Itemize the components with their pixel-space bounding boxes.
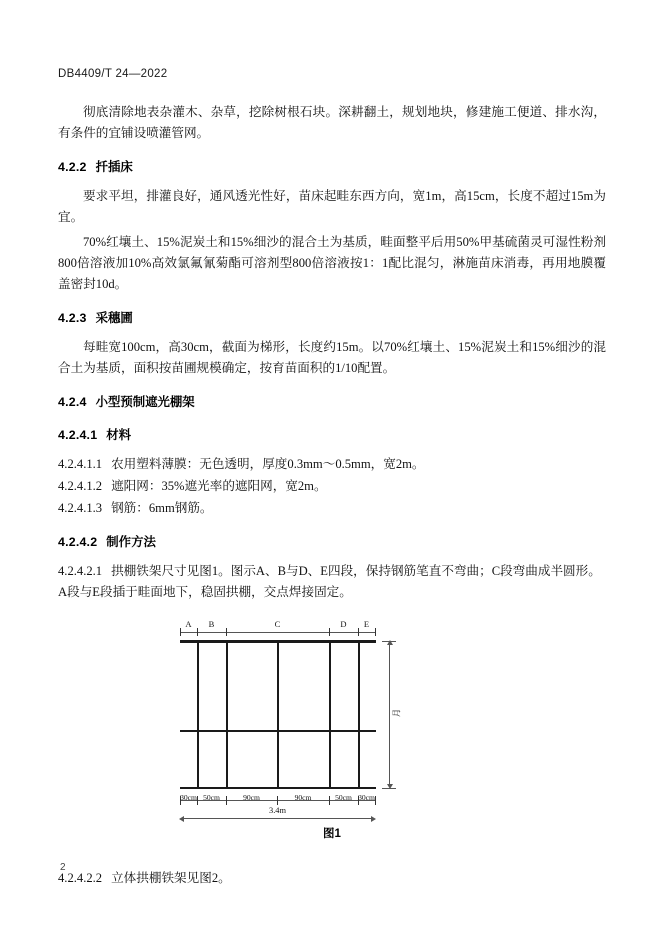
clause-title: 制作方法	[106, 535, 156, 549]
bottom-tick	[375, 796, 376, 805]
segment-label-b: B	[208, 619, 215, 629]
clause-heading-4-2-3	[58, 308, 606, 328]
paragraph-site-clearing: 彻底清除地表杂灌木、杂草，挖除树根石块。深耕翻土，规划地块，修建施工便道、排水沟，有条件的宜铺设喷灌管网。	[58, 105, 606, 140]
dimension-label-6: 30cm	[358, 793, 375, 802]
dimension-label-2: 50cm	[203, 793, 220, 802]
item-text: 遮阳网：35%遮光率的遮阳网，宽2m。	[111, 479, 327, 493]
clause-title: 扦插床	[95, 160, 133, 174]
figure-1-drawing	[58, 619, 606, 824]
clause-title: 采穗圃	[95, 311, 133, 325]
clause-heading-4-2-4	[58, 392, 606, 412]
top-tick	[358, 628, 359, 636]
clause-heading-4-2-2	[58, 157, 606, 177]
top-tick	[180, 628, 181, 636]
clause-heading-4-2-4-2	[58, 532, 606, 552]
item-number: 4.2.4.2.2	[58, 871, 103, 885]
paragraph-cutting-bed-1: 要求平坦，排灌良好，通风透光性好，苗床起畦东西方向，宽1m，高15cm，长度不超过15m为宜。	[58, 189, 606, 224]
figure-caption: 图1	[323, 828, 341, 840]
top-tick	[375, 628, 376, 636]
item-4-2-4-2-2	[58, 868, 606, 889]
clause-number: 4.2.4	[58, 395, 87, 409]
item-text: 钢筋：6mm钢筋。	[111, 501, 213, 515]
height-arrow-down	[387, 784, 393, 789]
post-center	[277, 643, 279, 788]
item-number: 4.2.4.2.1	[58, 564, 103, 578]
clause-number: 4.2.4.1	[58, 428, 98, 442]
item-text: 农用塑料薄膜：无色透明，厚度0.3mm～0.5mm，宽2m。	[111, 457, 425, 471]
running-header: DB4409/T 24—2022	[58, 68, 168, 80]
clause-number: 4.2.3	[58, 311, 87, 325]
item-text: 立体拱棚铁架见图2。	[111, 871, 231, 885]
item-number: 4.2.4.1.2	[58, 479, 103, 493]
height-label: 月	[391, 708, 402, 718]
total-width-label: 3.4m	[269, 806, 286, 815]
segment-label-d: D	[340, 619, 347, 629]
dimension-label-1: 30cm	[180, 793, 197, 802]
post-c-right	[329, 640, 331, 788]
dimension-label-5: 50cm	[335, 793, 352, 802]
item-4-2-4-2-1	[58, 561, 606, 603]
segment-label-c: C	[274, 619, 281, 629]
clause-title: 材料	[106, 428, 132, 442]
segment-label-a: A	[185, 619, 192, 629]
post-d	[358, 640, 360, 788]
paragraph-scion-garden: 每畦宽100cm，高30cm，截面为梯形，长度约15m。以70%红壤土、15%泥炭土和15%细沙的混合土为基质，面积按苗圃规模确定，按育苗面积的1/10配置。	[58, 340, 606, 375]
figure-1-block	[58, 619, 606, 854]
item-number: 4.2.4.1.1	[58, 457, 103, 471]
total-width-rule	[183, 818, 372, 819]
top-tick	[329, 628, 330, 636]
top-tick	[197, 628, 198, 636]
segment-label-e: E	[363, 619, 370, 629]
page-number: 2	[60, 862, 66, 873]
page-content	[58, 68, 606, 890]
top-dimension-rule	[180, 632, 375, 633]
dimension-label-4: 90cm	[294, 793, 312, 802]
dimension-label-3: 90cm	[243, 793, 260, 802]
height-arrow-up	[387, 640, 393, 645]
item-4-2-4-1-1	[58, 454, 606, 475]
item-4-2-4-1-3	[58, 498, 606, 519]
item-number: 4.2.4.1.3	[58, 501, 103, 515]
top-tick	[226, 628, 227, 636]
clause-heading-4-2-4-1	[58, 425, 606, 445]
clause-number: 4.2.4.2	[58, 535, 98, 549]
clause-title: 小型预制遮光棚架	[95, 395, 195, 409]
item-text: 拱棚铁架尺寸见图1。图示A、B与D、E四段，保持钢筋笔直不弯曲；C段弯曲成半圆形。A段与E段插于畦面地下，稳固拱棚，交点焊接固定。	[58, 564, 601, 599]
item-4-2-4-1-2	[58, 476, 606, 497]
post-b	[197, 640, 199, 788]
total-arrow-left	[179, 816, 184, 822]
clause-number: 4.2.2	[58, 160, 87, 174]
paragraph-cutting-bed-2: 70%红壤土、15%泥炭土和15%细沙的混合土为基质，畦面整平后用50%甲基硫菌灵可湿性粉剂800倍溶液加10%高效氯氟氰菊酯可溶剂型800倍溶液按1：1配比混匀，淋施苗床消毒，再用地膜覆盖密封10d。	[58, 235, 606, 291]
post-c-left	[226, 640, 228, 788]
total-arrow-right	[371, 816, 376, 822]
